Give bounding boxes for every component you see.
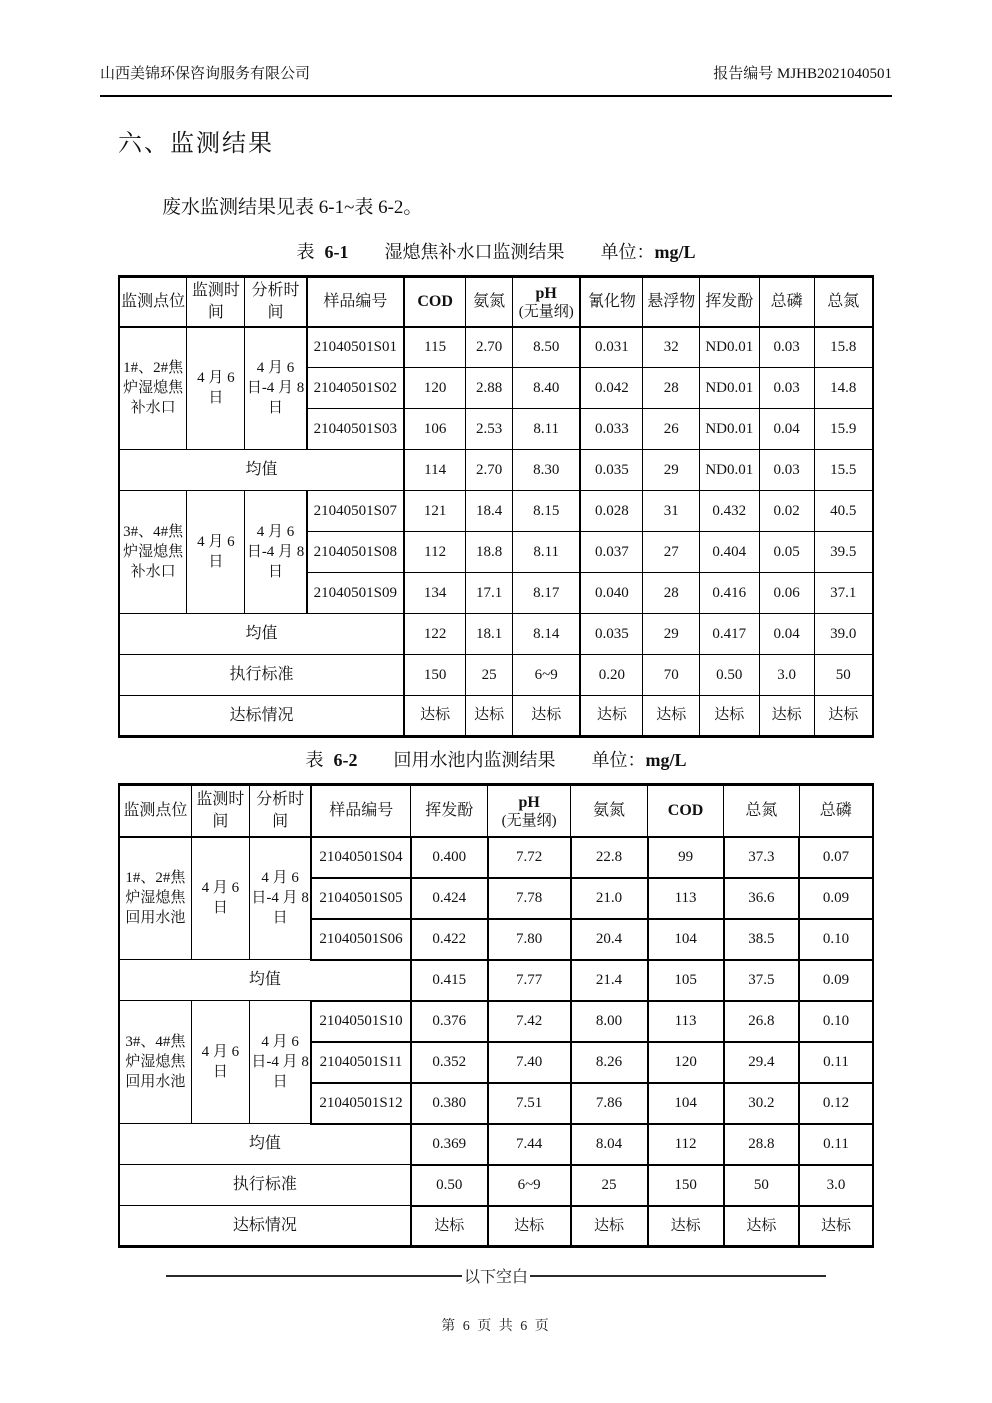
compliance-row-label: 达标情况 <box>119 696 404 737</box>
column-header <box>513 277 581 327</box>
value-cell: 8.26 <box>571 1042 648 1083</box>
value-cell: 8.11 <box>513 409 581 450</box>
value-cell: 7.78 <box>488 878 571 919</box>
column-header-label: 样品编号 <box>323 292 388 310</box>
analysis-time-cell: 4 月 6 日-4 月 8 日 <box>249 837 311 960</box>
value-cell: 0.10 <box>799 919 873 960</box>
table1-caption-title: 湿熄焦补水口监测结果 <box>384 242 565 262</box>
value-cell: 0.037 <box>580 532 643 573</box>
divider-line-left <box>166 1275 462 1277</box>
value-cell: 0.424 <box>411 878 488 919</box>
value-cell: 0.042 <box>580 368 643 409</box>
sample-row <box>119 327 873 368</box>
value-cell: 0.432 <box>700 491 760 532</box>
sample-row <box>119 837 873 878</box>
column-header <box>119 277 187 327</box>
value-cell: 112 <box>404 532 466 573</box>
value-cell: 39.5 <box>814 532 873 573</box>
mean-row <box>119 614 873 655</box>
column-header-label: 监测时间 <box>191 282 240 321</box>
value-cell: 0.09 <box>799 960 873 1001</box>
value-cell: 0.06 <box>759 573 814 614</box>
table2-caption-title: 回用水池内监测结果 <box>393 750 556 770</box>
value-cell: 26 <box>643 409 700 450</box>
table1-unit: mg/L <box>654 242 696 262</box>
sample-id-cell: 21040501S03 <box>307 409 404 450</box>
value-cell: 14.8 <box>814 368 873 409</box>
value-cell: 7.77 <box>488 960 571 1001</box>
column-header-label: COD <box>417 292 453 310</box>
value-cell: 0.035 <box>580 614 643 655</box>
value-cell: 120 <box>404 368 466 409</box>
column-header-label: 监测点位 <box>121 292 186 310</box>
table2-body <box>119 837 873 1247</box>
value-cell: 114 <box>404 450 466 491</box>
column-header <box>580 277 643 327</box>
column-header-label: 总磷 <box>770 292 803 310</box>
mean-row-label: 均值 <box>119 960 411 1001</box>
column-header-label: 监测点位 <box>123 801 188 819</box>
value-cell: 7.86 <box>571 1083 648 1124</box>
value-cell: 28 <box>643 368 700 409</box>
value-cell: 8.30 <box>513 450 581 491</box>
value-cell: 达标 <box>799 1206 873 1247</box>
value-cell: 22.8 <box>571 837 648 878</box>
value-cell: 达标 <box>814 696 873 737</box>
header-row <box>119 785 873 837</box>
mean-row <box>119 960 873 1001</box>
analysis-time-cell: 4 月 6 日-4 月 8 日 <box>245 491 307 614</box>
value-cell: 7.51 <box>488 1083 571 1124</box>
value-cell: 15.5 <box>814 450 873 491</box>
value-cell: 0.50 <box>411 1165 488 1206</box>
mean-row-label: 均值 <box>119 450 404 491</box>
analysis-time-cell: 4 月 6 日-4 月 8 日 <box>245 327 307 450</box>
value-cell: 达标 <box>466 696 513 737</box>
column-header-label: 监测时间 <box>196 791 245 830</box>
value-cell: 37.1 <box>814 573 873 614</box>
value-cell: 70 <box>643 655 700 696</box>
column-header-label: pH <box>518 794 540 812</box>
value-cell: 0.028 <box>580 491 643 532</box>
value-cell: 0.05 <box>759 532 814 573</box>
value-cell: 达标 <box>643 696 700 737</box>
table1-caption-number: 6-1 <box>324 242 349 262</box>
value-cell: 达标 <box>700 696 760 737</box>
sample-time-cell: 4 月 6 日 <box>191 837 249 960</box>
table2-unit-label: 单位： <box>591 750 646 770</box>
column-header <box>411 785 488 837</box>
sample-id-cell: 21040501S12 <box>311 1083 411 1124</box>
value-cell: 15.9 <box>814 409 873 450</box>
column-header-label: 氨氮 <box>593 801 626 819</box>
sample-time-cell: 4 月 6 日 <box>191 1001 249 1124</box>
sample-row <box>119 491 873 532</box>
value-cell: 8.50 <box>513 327 581 368</box>
value-cell: 达标 <box>571 1206 648 1247</box>
value-cell: 0.352 <box>411 1042 488 1083</box>
value-cell: 0.417 <box>700 614 760 655</box>
column-header <box>700 277 760 327</box>
table2-caption <box>118 746 874 772</box>
sample-id-cell: 21040501S05 <box>311 878 411 919</box>
value-cell: 39.0 <box>814 614 873 655</box>
value-cell: 0.07 <box>799 837 873 878</box>
value-cell: 25 <box>466 655 513 696</box>
column-header-label: 挥发酚 <box>705 292 754 310</box>
section-title: 六、监测结果 <box>118 131 274 157</box>
column-header-label: 氰化物 <box>587 292 636 310</box>
value-cell: 达标 <box>411 1206 488 1247</box>
site-cell: 3#、4#焦炉湿熄焦补水口 <box>119 491 187 614</box>
value-cell: 29.4 <box>724 1042 799 1083</box>
value-cell: 0.03 <box>759 368 814 409</box>
value-cell: 达标 <box>404 696 466 737</box>
site-cell: 1#、2#焦炉湿熄焦回用水池 <box>119 837 191 960</box>
value-cell: 达标 <box>580 696 643 737</box>
sample-row <box>119 1001 873 1042</box>
sample-id-cell: 21040501S08 <box>307 532 404 573</box>
value-cell: 8.15 <box>513 491 581 532</box>
value-cell: 0.09 <box>799 878 873 919</box>
table2-caption-number: 6-2 <box>333 750 358 770</box>
value-cell: 36.6 <box>724 878 799 919</box>
column-header <box>119 785 191 837</box>
value-cell: 0.416 <box>700 573 760 614</box>
value-cell: 18.8 <box>466 532 513 573</box>
value-cell: 120 <box>648 1042 724 1083</box>
value-cell: 0.380 <box>411 1083 488 1124</box>
value-cell: 8.04 <box>571 1124 648 1165</box>
sample-id-cell: 21040501S07 <box>307 491 404 532</box>
value-cell: 0.035 <box>580 450 643 491</box>
sample-id-cell: 21040501S01 <box>307 327 404 368</box>
standard-row <box>119 655 873 696</box>
value-cell: 112 <box>648 1124 724 1165</box>
sample-id-cell: 21040501S11 <box>311 1042 411 1083</box>
table1-body <box>119 327 873 737</box>
column-header <box>799 785 873 837</box>
value-cell: 15.8 <box>814 327 873 368</box>
value-cell: 18.4 <box>466 491 513 532</box>
value-cell: 0.415 <box>411 960 488 1001</box>
column-header <box>466 277 513 327</box>
value-cell: 0.02 <box>759 491 814 532</box>
value-cell: 21.0 <box>571 878 648 919</box>
value-cell: 113 <box>648 1001 724 1042</box>
value-cell: 26.8 <box>724 1001 799 1042</box>
value-cell: 2.88 <box>466 368 513 409</box>
value-cell: 8.11 <box>513 532 581 573</box>
value-cell: 104 <box>648 919 724 960</box>
below-blank-label: 以下空白 <box>464 1269 529 1286</box>
value-cell: 29 <box>643 450 700 491</box>
value-cell: 37.5 <box>724 960 799 1001</box>
value-cell: ND0.01 <box>700 409 760 450</box>
value-cell: 0.040 <box>580 573 643 614</box>
value-cell: 28 <box>643 573 700 614</box>
value-cell: 0.03 <box>759 327 814 368</box>
value-cell: ND0.01 <box>700 327 760 368</box>
standard-row <box>119 1165 873 1206</box>
value-cell: 115 <box>404 327 466 368</box>
column-header-label: COD <box>667 801 704 819</box>
value-cell: 37.3 <box>724 837 799 878</box>
value-cell: 3.0 <box>759 655 814 696</box>
value-cell: 32 <box>643 327 700 368</box>
value-cell: 7.72 <box>488 837 571 878</box>
column-header-label: 悬浮物 <box>647 292 696 310</box>
below-blank-divider <box>166 1264 826 1287</box>
value-cell: 0.404 <box>700 532 760 573</box>
table1-caption <box>118 238 874 264</box>
value-cell: 达标 <box>488 1206 571 1247</box>
report-number: 报告编号 MJHB2021040501 <box>713 66 892 82</box>
table2-head <box>119 785 873 837</box>
intro-paragraph: 废水监测结果见表 6-1~表 6-2。 <box>162 197 423 218</box>
divider-line-right <box>530 1275 826 1277</box>
sample-id-cell: 21040501S09 <box>307 573 404 614</box>
value-cell: 99 <box>648 837 724 878</box>
value-cell: 0.376 <box>411 1001 488 1042</box>
site-cell: 3#、4#焦炉湿熄焦回用水池 <box>119 1001 191 1124</box>
value-cell: 达标 <box>648 1206 724 1247</box>
value-cell: 0.11 <box>799 1124 873 1165</box>
running-header <box>100 0 892 97</box>
mean-row-label: 均值 <box>119 1124 411 1165</box>
compliance-row-label: 达标情况 <box>119 1206 411 1247</box>
value-cell: ND0.01 <box>700 368 760 409</box>
value-cell: 28.8 <box>724 1124 799 1165</box>
sample-time-cell: 4 月 6 日 <box>187 327 245 450</box>
value-cell: 达标 <box>759 696 814 737</box>
value-cell: 38.5 <box>724 919 799 960</box>
value-cell: 3.0 <box>799 1165 873 1206</box>
sample-id-cell: 21040501S02 <box>307 368 404 409</box>
value-cell: 2.53 <box>466 409 513 450</box>
value-cell: 50 <box>814 655 873 696</box>
value-cell: 0.50 <box>700 655 760 696</box>
value-cell: 134 <box>404 573 466 614</box>
header-row <box>119 277 873 327</box>
column-header-label: 总氮 <box>745 801 778 819</box>
value-cell: 2.70 <box>466 327 513 368</box>
value-cell: 0.20 <box>580 655 643 696</box>
column-header <box>488 785 571 837</box>
column-header-label: 分析时间 <box>251 282 300 321</box>
value-cell: 8.00 <box>571 1001 648 1042</box>
column-header-subline: (无量纲) <box>518 303 574 320</box>
value-cell: 0.369 <box>411 1124 488 1165</box>
value-cell: 0.033 <box>580 409 643 450</box>
value-cell: 104 <box>648 1083 724 1124</box>
column-header <box>571 785 648 837</box>
value-cell: 达标 <box>724 1206 799 1247</box>
value-cell: 8.40 <box>513 368 581 409</box>
table2-caption-prefix: 表 <box>305 750 324 770</box>
standard-row-label: 执行标准 <box>119 1165 411 1206</box>
table1-caption-prefix: 表 <box>296 242 315 262</box>
value-cell: 0.10 <box>799 1001 873 1042</box>
compliance-row <box>119 696 873 737</box>
mean-row <box>119 450 873 491</box>
table2-unit: mg/L <box>645 750 687 770</box>
site-cell: 1#、2#焦炉湿熄焦补水口 <box>119 327 187 450</box>
value-cell: 0.11 <box>799 1042 873 1083</box>
value-cell: 7.80 <box>488 919 571 960</box>
value-cell: 21.4 <box>571 960 648 1001</box>
table-6-1 <box>118 275 874 738</box>
company-name: 山西美锦环保咨询服务有限公司 <box>100 66 311 82</box>
value-cell: 20.4 <box>571 919 648 960</box>
column-header <box>307 277 404 327</box>
value-cell: 17.1 <box>466 573 513 614</box>
column-header <box>191 785 249 837</box>
value-cell: 7.42 <box>488 1001 571 1042</box>
value-cell: 0.03 <box>759 450 814 491</box>
value-cell: 40.5 <box>814 491 873 532</box>
value-cell: 50 <box>724 1165 799 1206</box>
analysis-time-cell: 4 月 6 日-4 月 8 日 <box>249 1001 311 1124</box>
value-cell: 7.40 <box>488 1042 571 1083</box>
value-cell: 18.1 <box>466 614 513 655</box>
value-cell: 31 <box>643 491 700 532</box>
sample-id-cell: 21040501S06 <box>311 919 411 960</box>
column-header-label: 氨氮 <box>473 292 506 310</box>
value-cell: ND0.01 <box>700 450 760 491</box>
value-cell: 105 <box>648 960 724 1001</box>
column-header <box>724 785 799 837</box>
column-header-label: 分析时间 <box>256 791 305 830</box>
column-header-subline: (无量纲) <box>501 812 557 829</box>
value-cell: 6~9 <box>488 1165 571 1206</box>
column-header <box>245 277 307 327</box>
table1-unit-label: 单位： <box>600 242 655 262</box>
value-cell: 6~9 <box>513 655 581 696</box>
value-cell: 30.2 <box>724 1083 799 1124</box>
column-header <box>759 277 814 327</box>
value-cell: 2.70 <box>466 450 513 491</box>
column-header-label: pH <box>535 285 557 303</box>
value-cell: 122 <box>404 614 466 655</box>
value-cell: 0.04 <box>759 409 814 450</box>
standard-row-label: 执行标准 <box>119 655 404 696</box>
value-cell: 8.17 <box>513 573 581 614</box>
column-header-label: 总磷 <box>819 801 852 819</box>
value-cell: 113 <box>648 878 724 919</box>
column-header-label: 样品编号 <box>329 801 394 819</box>
column-header-label: 挥发酚 <box>425 801 474 819</box>
sample-id-cell: 21040501S10 <box>311 1001 411 1042</box>
value-cell: 0.12 <box>799 1083 873 1124</box>
mean-row <box>119 1124 873 1165</box>
value-cell: 0.031 <box>580 327 643 368</box>
column-header <box>648 785 724 837</box>
value-cell: 0.04 <box>759 614 814 655</box>
value-cell: 0.422 <box>411 919 488 960</box>
value-cell: 106 <box>404 409 466 450</box>
column-header <box>311 785 411 837</box>
column-header-label: 总氮 <box>827 292 860 310</box>
value-cell: 达标 <box>513 696 581 737</box>
compliance-row <box>119 1206 873 1247</box>
value-cell: 7.44 <box>488 1124 571 1165</box>
sample-time-cell: 4 月 6 日 <box>187 491 245 614</box>
column-header <box>643 277 700 327</box>
sample-id-cell: 21040501S04 <box>311 837 411 878</box>
value-cell: 121 <box>404 491 466 532</box>
value-cell: 25 <box>571 1165 648 1206</box>
table1-head <box>119 277 873 327</box>
value-cell: 0.400 <box>411 837 488 878</box>
column-header <box>187 277 245 327</box>
value-cell: 27 <box>643 532 700 573</box>
page-number: 第 6 页 共 6 页 <box>441 1319 551 1334</box>
table-6-2 <box>118 783 874 1248</box>
mean-row-label: 均值 <box>119 614 404 655</box>
value-cell: 150 <box>648 1165 724 1206</box>
column-header <box>404 277 466 327</box>
value-cell: 29 <box>643 614 700 655</box>
value-cell: 8.14 <box>513 614 581 655</box>
column-header <box>249 785 311 837</box>
value-cell: 150 <box>404 655 466 696</box>
column-header <box>814 277 873 327</box>
